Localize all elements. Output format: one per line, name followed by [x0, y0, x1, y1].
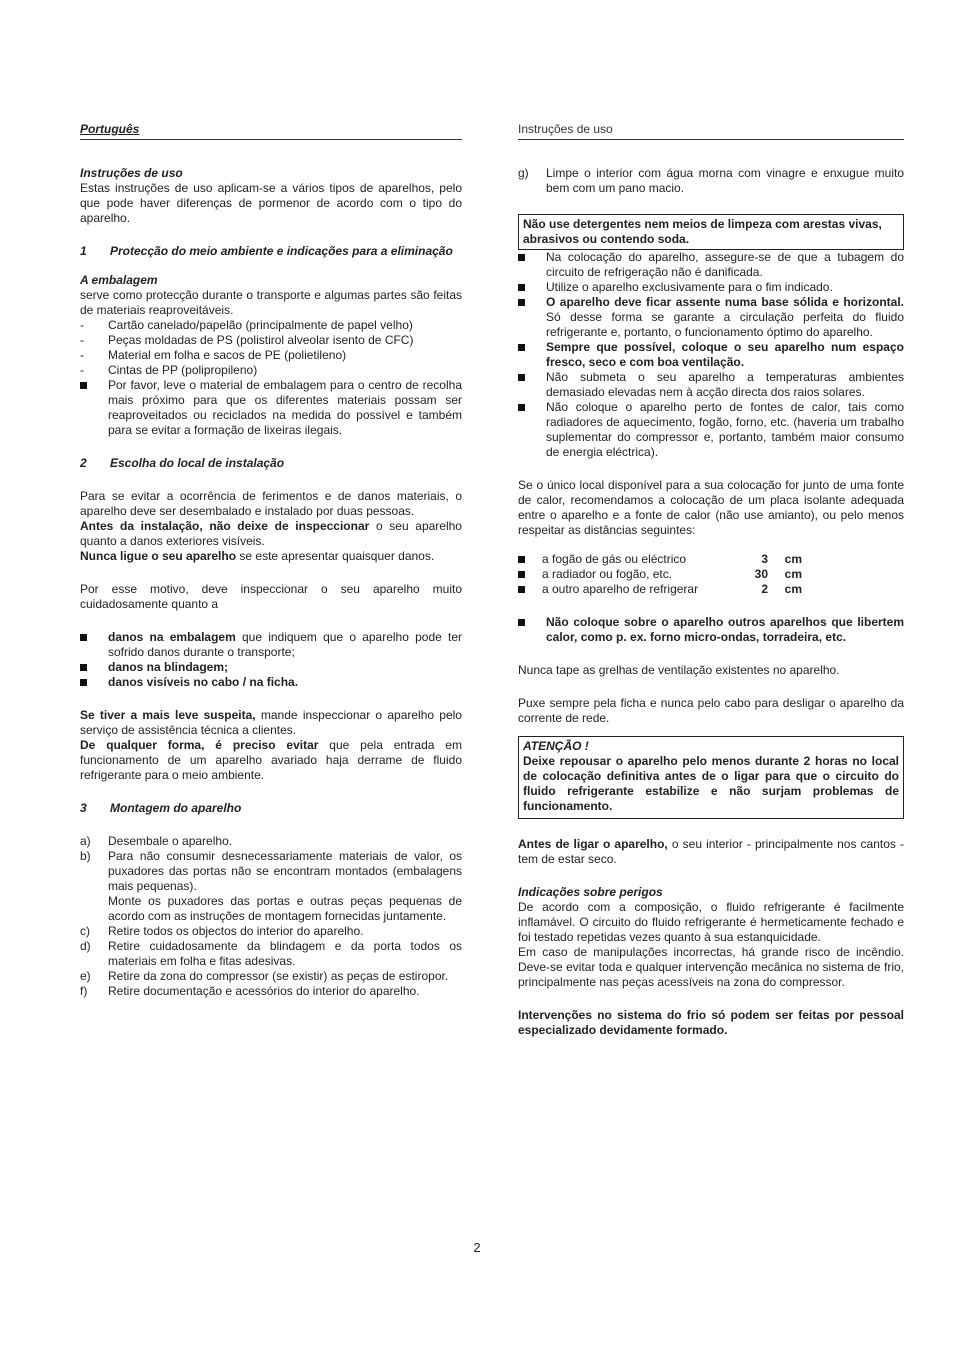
left-header-rule [80, 122, 462, 140]
hazards-paragraph: Em caso de manipulações incorrectas, há grande risco de incêndio. Deve-se evitar toda e qualquer intervenção mecânica no sistema de frio, principalmente nas peças acessíveis na zona do compressor. [518, 945, 904, 989]
section-2-paragraph: De qualquer forma, é preciso evitar que pela entrada em funcionamento de um aparelho avariado haja derrame de fluido refrigerante para o meio ambiente. [80, 738, 462, 782]
placement-list [518, 250, 904, 460]
distance-row: a radiador ou fogão, etc. 30 cm [518, 567, 904, 582]
list-item: Não coloque o aparelho perto de fontes de calor, tais como radiadores de aquecimento, fogão, forno, etc. (haveria um trabalho suplementar do compressor e, portanto, também maior consumo de energia eléctrica). [518, 400, 904, 460]
list-item: f) Retire documentação e acessórios do interior do aparelho. [80, 984, 420, 998]
bullet-square-icon [518, 571, 525, 578]
distance-row: a fogão de gás ou eléctrico 3 cm [518, 552, 904, 567]
packaging-heading: A embalagem [80, 273, 158, 287]
intro-paragraph: Estas instruções de uso aplicam-se a vários tipos de aparelhos, pelo que pode haver diferenças de pormenor de acordo com o tipo do aparelho. [80, 181, 462, 225]
distance-row: a outro aparelho de refrigerar 2 cm [518, 582, 904, 597]
list-item: - Material em folha e sacos de PE (polietileno) [80, 348, 347, 362]
bullet-square-icon [518, 556, 525, 563]
attention-text: Deixe repousar o aparelho pelo menos durante 2 horas no local de colocação definitiva antes de o ligar para que o circuito do fluido refrigerante estabilize e não surjam problemas de funcionamento. [523, 754, 899, 813]
bullet-square-icon [80, 634, 87, 641]
bullet-square-icon [518, 404, 525, 411]
ventilation-paragraph: Nunca tape as grelhas de ventilação existentes no aparelho. [518, 663, 840, 677]
list-item: - Peças moldadas de PS (polistirol alveolar isento de CFC) [80, 333, 414, 347]
list-item: - Cartão canelado/papelão (principalmente de papel velho) [80, 318, 413, 332]
language-heading: Português [80, 122, 140, 136]
list-item: Utilize o aparelho exclusivamente para o fim indicado. [518, 280, 904, 295]
dry-interior-paragraph: Antes de ligar o aparelho, o seu interior - principalmente nos cantos - tem de estar seco. [518, 837, 904, 866]
detergent-warning-box: Não use detergentes nem meios de limpeza com arestas vivas, abrasivos ou contendo soda. [518, 214, 904, 250]
plug-paragraph: Puxe sempre pela ficha e nunca pelo cabo para desligar o aparelho da corrente de rede. [518, 696, 904, 725]
section-2-paragraph: Para se evitar a ocorrência de ferimentos e de danos materiais, o aparelho deve ser desembalado e instalado por duas pessoas. [80, 489, 462, 518]
bullet-square-icon [80, 679, 87, 686]
bullet-square-icon [518, 299, 525, 306]
bullet-square-icon [80, 382, 87, 389]
cleaning-step [518, 166, 904, 196]
section-2-paragraph: Antes da instalação, não deixe de inspeccionar o seu aparelho quanto a danos exteriores visíveis. [80, 519, 462, 548]
list-item: c) Retire todos os objectos do interior do aparelho. [80, 924, 364, 938]
list-item: danos na blindagem; [80, 660, 462, 675]
left-column [80, 122, 462, 999]
list-item: danos visíveis no cabo / na ficha. [80, 675, 462, 690]
bullet-square-icon [518, 619, 525, 626]
list-item: Não coloque sobre o aparelho outros aparelhos que libertem calor, como p. ex. forno micro-ondas, torradeira, etc. [518, 615, 904, 645]
right-column [518, 122, 904, 1038]
list-item: a) Desembale o aparelho. [80, 834, 233, 848]
assembly-steps-list [80, 834, 462, 999]
list-item: e) Retire da zona do compressor (se existir) as peças de estiropor. [80, 969, 449, 983]
distance-table [518, 552, 904, 597]
section-2-heading: 2 Escolha do local de instalação [80, 456, 285, 470]
page-number: 2 [473, 1240, 481, 1255]
section-2-paragraph: Nunca ligue o seu aparelho se este apresentar quaisquer danos. [80, 549, 435, 563]
right-header-rule [518, 122, 904, 140]
damage-list [80, 630, 462, 690]
packaging-paragraph: serve como protecção durante o transporte e algumas partes são feitas de materiais reaproveitáveis. [80, 288, 462, 317]
list-item: - Cintas de PP (polipropileno) [80, 363, 258, 377]
attention-title: ATENÇÃO ! [523, 739, 589, 753]
list-item: Sempre que possível, coloque o seu aparelho num espaço fresco, seco e com boa ventilação. [518, 340, 904, 370]
section-1-heading: 1 Protecção do meio ambiente e indicações para a eliminação [80, 244, 453, 258]
list-item: b) Para não consumir desnecessariamente materiais de valor, os puxadores das portas não se encontram montados (embalagens mais pequenas). [80, 849, 462, 893]
hazards-paragraph: De acordo com a composição, o fluido refrigerante é facilmente inflamável. O circuito do fluido refrigerante é hermeticamente fechado e foi testado repetidas vezes quanto à sua estanquicidade. [518, 900, 904, 944]
list-item: Monte os puxadores das portas e outras peças pequenas de acordo com as instruções de montagem fornecidas juntamente. [108, 894, 462, 923]
running-header: Instruções de uso [518, 122, 613, 136]
attention-box [518, 736, 904, 819]
bullet-square-icon [518, 586, 525, 593]
bullet-square-icon [518, 254, 525, 261]
section-2-paragraph: Se tiver a mais leve suspeita, mande inspeccionar o aparelho pelo serviço de assistência técnica a clientes. [80, 708, 462, 737]
document-title: Instruções de uso [80, 166, 183, 180]
list-item: O aparelho deve ficar assente numa base sólida e horizontal. Só desse forma se garante a circulação perfeita do fluido refrigerante e, portanto, o funcionamento óptimo do aparelho. [518, 295, 904, 340]
list-item: g) Limpe o interior com água morna com vinagre e enxugue muito bem com um pano macio. [518, 166, 904, 195]
list-item: Por favor, leve o material de embalagem para o centro de recolha mais próximo para que os diferentes materiais possam ser reaproveitados ou reciclados na medida do possível e também para se evitar a formação de lixeiras ilegais. [80, 378, 462, 438]
final-warning: Intervenções no sistema do frio só podem ser feitas por pessoal especializado devidamente formado. [518, 1008, 904, 1037]
bullet-square-icon [518, 284, 525, 291]
bullet-square-icon [518, 344, 525, 351]
bullet-square-icon [518, 374, 525, 381]
hazards-heading: Indicações sobre perigos [518, 885, 663, 899]
bullet-square-icon [80, 664, 87, 671]
packaging-materials-list [80, 318, 462, 438]
list-item: Na colocação do aparelho, assegure-se de que a tubagem do circuito de refrigeração não é danificada. [518, 250, 904, 280]
heat-source-paragraph: Se o único local disponível para a sua colocação for junto de uma fonte de calor, recomendamos a colocação de um placa isolante adequada entre o aparelho e a fonte de calor (não use amianto), ou pelo menos respeitar as distâncias seguintes: [518, 478, 904, 537]
section-2-paragraph: Por esse motivo, deve inspeccionar o seu aparelho muito cuidadosamente quanto a [80, 582, 462, 611]
list-item: d) Retire cuidadosamente da blindagem e da porta todos os materiais em folha e fitas adesivas. [80, 939, 462, 968]
heat-appliance-list [518, 615, 904, 645]
list-item: danos na embalagem que indiquem que o aparelho pode ter sofrido danos durante o transporte; [80, 630, 462, 660]
section-3-heading: 3 Montagem do aparelho [80, 801, 242, 815]
list-item: Não submeta o seu aparelho a temperaturas ambientes demasiado elevadas nem à acção directa dos raios solares. [518, 370, 904, 400]
